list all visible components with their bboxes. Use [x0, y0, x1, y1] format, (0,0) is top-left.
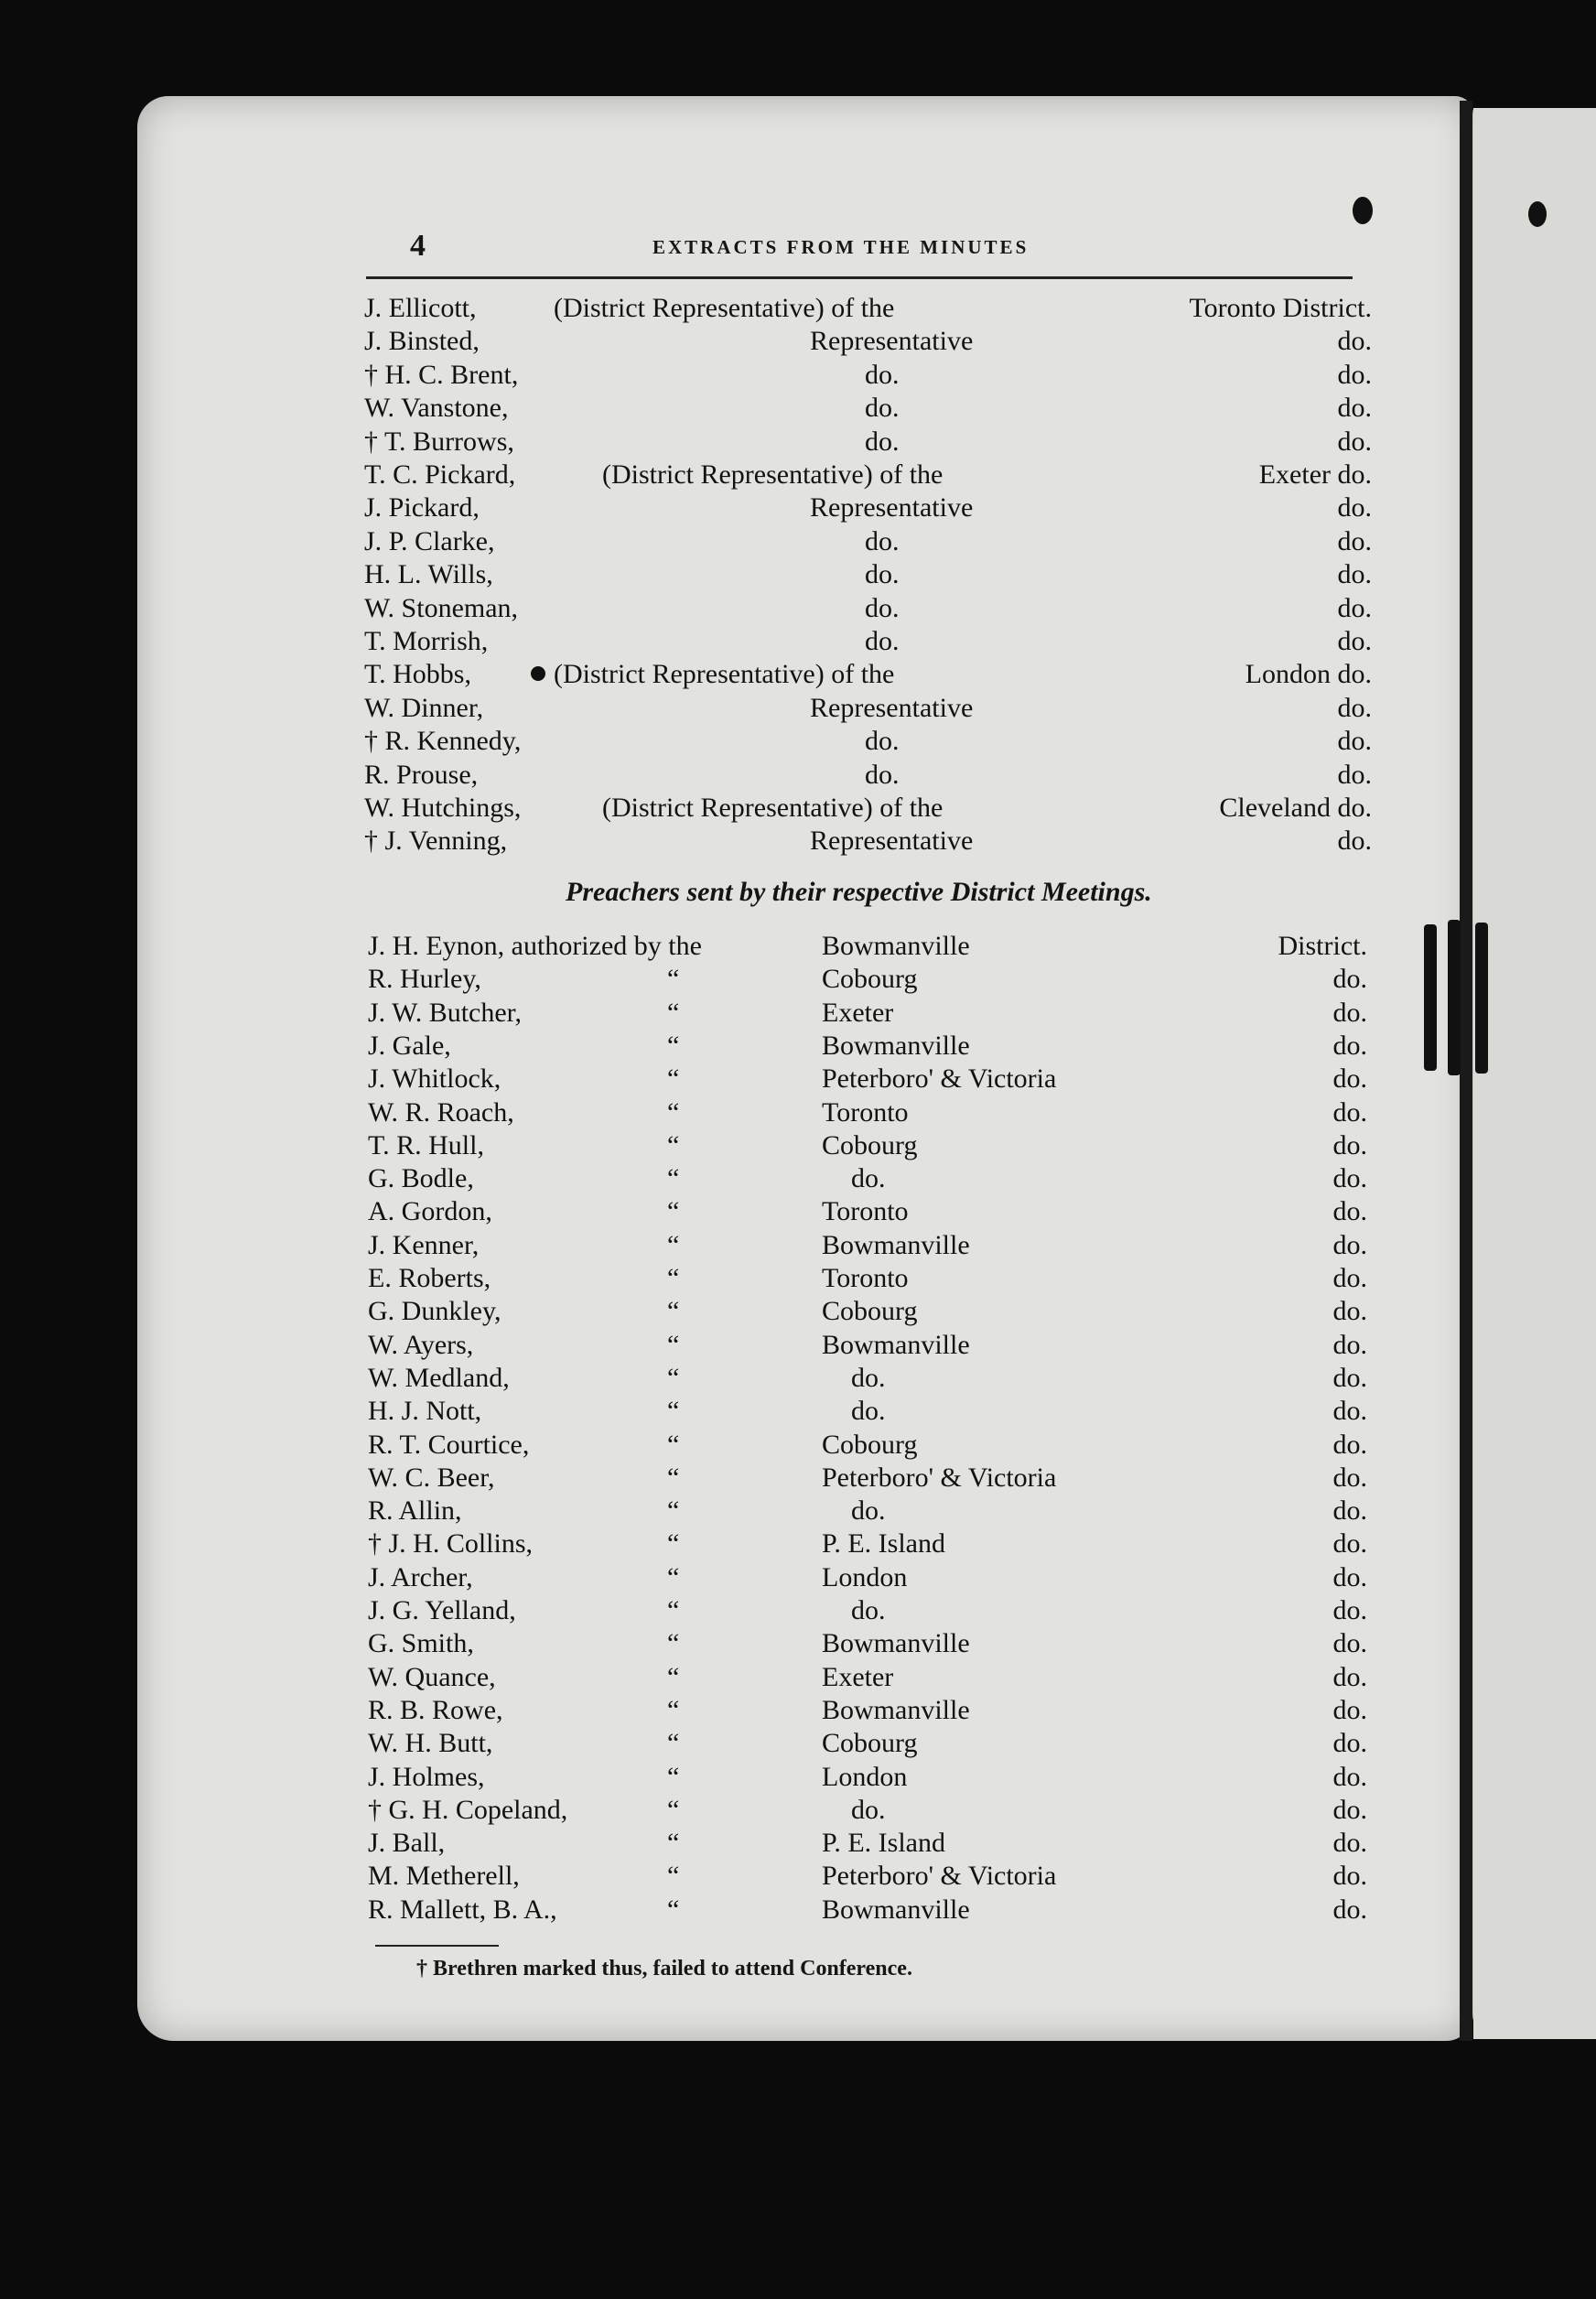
preacher-name: R. T. Courtice,	[368, 1429, 530, 1460]
representative-role: do.	[865, 525, 900, 556]
sending-district: P. E. Island	[822, 1528, 945, 1560]
sending-district: Bowmanville	[822, 1894, 970, 1925]
district-name: do.	[1337, 525, 1372, 556]
ditto-mark: “	[667, 1196, 680, 1227]
ditto-mark: “	[667, 1362, 680, 1393]
member-name: W. Stoneman,	[364, 592, 519, 623]
representative-role: (District Representative) of the	[554, 659, 895, 690]
representative-role: do.	[865, 359, 900, 390]
sending-district: Bowmanville	[822, 1628, 970, 1659]
sending-district: Cobourg	[822, 1129, 918, 1160]
representative-role: do.	[865, 592, 900, 623]
representative-role: do.	[865, 393, 900, 424]
preacher-row	[0, 929, 1596, 963]
sending-district: Exeter	[822, 1661, 894, 1692]
preacher-name: M. Metherell,	[368, 1861, 520, 1892]
preacher-name: W. Quance,	[368, 1661, 496, 1692]
member-name: T. Morrish,	[364, 626, 489, 656]
sending-district: Cobourg	[822, 1728, 918, 1759]
ditto-mark: “	[667, 1694, 680, 1725]
preacher-name: † G. H. Copeland,	[368, 1794, 568, 1825]
member-name: † T. Burrows,	[364, 426, 514, 457]
ditto-mark: “	[667, 1628, 680, 1659]
representative-role: (District Representative) of the	[554, 293, 895, 323]
district-suffix: do.	[1332, 1296, 1367, 1327]
preacher-row	[0, 1228, 1596, 1262]
preacher-name: J. Holmes,	[368, 1761, 485, 1792]
preacher-name: W. Ayers,	[368, 1329, 474, 1360]
representative-role: Representative	[810, 492, 974, 523]
district-name: do.	[1337, 626, 1372, 656]
sending-district: Bowmanville	[822, 931, 970, 961]
ditto-mark: “	[667, 1396, 680, 1427]
preacher-row	[0, 1527, 1596, 1560]
preacher-row	[0, 1859, 1596, 1893]
sending-district: do.	[851, 1595, 886, 1625]
representative-role: (District Representative) of the	[602, 459, 944, 490]
representative-role: do.	[865, 726, 900, 757]
ditto-mark: “	[667, 1761, 680, 1792]
district-name: do.	[1337, 326, 1372, 357]
ditto-mark: “	[667, 1462, 680, 1493]
district-name: do.	[1337, 692, 1372, 723]
member-name: W. Dinner,	[364, 692, 484, 723]
preacher-row	[0, 1029, 1596, 1063]
preacher-name: E. Roberts,	[368, 1263, 491, 1293]
ditto-mark: “	[667, 1096, 680, 1128]
ditto-mark: “	[667, 1894, 680, 1925]
sending-district: Cobourg	[822, 1296, 918, 1327]
ditto-mark: “	[667, 1429, 680, 1460]
district-suffix: do.	[1332, 1263, 1367, 1293]
preacher-name: W. H. Butt,	[368, 1728, 493, 1759]
representative-role: Representative	[810, 692, 974, 723]
preacher-row	[0, 1194, 1596, 1228]
ditto-mark: “	[667, 997, 680, 1028]
preacher-name: J. Whitlock,	[368, 1063, 501, 1095]
preacher-name: G. Dunkley,	[368, 1296, 501, 1327]
preacher-name: W. R. Roach,	[368, 1096, 514, 1128]
sending-district: Bowmanville	[822, 1030, 970, 1061]
district-name: London do.	[1245, 659, 1372, 690]
district-suffix: District.	[1278, 931, 1367, 961]
district-suffix: do.	[1332, 1129, 1367, 1160]
preacher-name: J. H. Eynon, authorized by the	[368, 931, 702, 961]
preacher-row	[0, 1893, 1596, 1927]
district-name: do.	[1337, 426, 1372, 457]
preacher-row	[0, 1394, 1596, 1428]
district-suffix: do.	[1332, 1528, 1367, 1560]
sending-district: London	[822, 1561, 908, 1592]
member-name: J. Binsted,	[364, 326, 480, 357]
representative-role: do.	[865, 559, 900, 590]
district-suffix: do.	[1332, 1362, 1367, 1393]
district-name: do.	[1337, 726, 1372, 757]
sending-district: do.	[851, 1794, 886, 1825]
member-name: T. Hobbs,	[364, 659, 471, 690]
representative-role: Representative	[810, 826, 974, 857]
district-suffix: do.	[1332, 1761, 1367, 1792]
ditto-mark: “	[667, 1030, 680, 1061]
member-name: H. L. Wills,	[364, 559, 493, 590]
member-name: J. Pickard,	[364, 492, 480, 523]
preacher-row	[0, 1693, 1596, 1727]
sending-district: do.	[851, 1495, 886, 1527]
preacher-name: R. Hurley,	[368, 964, 481, 995]
district-suffix: do.	[1332, 1661, 1367, 1692]
preacher-name: T. R. Hull,	[368, 1129, 484, 1160]
preacher-name: J. Gale,	[368, 1030, 451, 1061]
sending-district: P. E. Island	[822, 1828, 945, 1859]
ditto-mark: “	[667, 1495, 680, 1527]
preacher-row	[0, 1760, 1596, 1794]
preacher-row	[0, 1560, 1596, 1594]
sending-district: Peterboro' & Victoria	[822, 1063, 1057, 1095]
district-suffix: do.	[1332, 1462, 1367, 1493]
representative-role: (District Representative) of the	[602, 793, 944, 823]
ditto-mark: “	[667, 1528, 680, 1560]
preacher-name: W. Medland,	[368, 1362, 510, 1393]
district-suffix: do.	[1332, 1894, 1367, 1925]
district-suffix: do.	[1332, 1728, 1367, 1759]
preacher-row	[0, 1793, 1596, 1827]
preacher-name: J. Ball,	[368, 1828, 446, 1859]
district-name: do.	[1337, 826, 1372, 857]
sending-district: Exeter	[822, 997, 894, 1028]
preachers-section-title: Preachers sent by their respective District Meetings.	[566, 877, 1152, 907]
preacher-name: † J. H. Collins,	[368, 1528, 534, 1560]
district-name: do.	[1337, 393, 1372, 424]
footnote: † Brethren marked thus, failed to attend Conference.	[416, 1957, 912, 1981]
district-suffix: do.	[1332, 1794, 1367, 1825]
member-name: W. Hutchings,	[364, 793, 522, 823]
ditto-mark: “	[667, 1595, 680, 1625]
sending-district: Toronto	[822, 1096, 909, 1128]
ditto-mark: “	[667, 1129, 680, 1160]
ditto-mark: “	[667, 1561, 680, 1592]
preacher-name: R. Allin,	[368, 1495, 462, 1527]
ditto-mark: “	[667, 1329, 680, 1360]
preacher-name: J. G. Yelland,	[368, 1595, 516, 1625]
district-name: Exeter do.	[1258, 459, 1372, 490]
district-suffix: do.	[1332, 1561, 1367, 1592]
ditto-mark: “	[667, 1263, 680, 1293]
district-suffix: do.	[1332, 1429, 1367, 1460]
sending-district: Cobourg	[822, 1429, 918, 1460]
sending-district: do.	[851, 1396, 886, 1427]
ditto-mark: “	[667, 1828, 680, 1859]
district-suffix: do.	[1332, 1329, 1367, 1360]
member-name: J. Ellicott,	[364, 293, 477, 323]
ditto-mark: “	[667, 964, 680, 995]
preacher-name: R. Mallett, B. A.,	[368, 1894, 557, 1925]
preacher-row	[0, 1096, 1596, 1129]
district-suffix: do.	[1332, 1196, 1367, 1227]
district-suffix: do.	[1332, 1694, 1367, 1725]
representative-role: do.	[865, 426, 900, 457]
preacher-name: J. Archer,	[368, 1561, 473, 1592]
member-name: † J. Venning,	[364, 826, 508, 857]
preacher-name: R. B. Rowe,	[368, 1694, 503, 1725]
member-name: † R. Kennedy,	[364, 726, 522, 757]
district-suffix: do.	[1332, 1595, 1367, 1625]
preacher-row	[0, 1161, 1596, 1195]
preacher-name: A. Gordon,	[368, 1196, 492, 1227]
running-title: EXTRACTS FROM THE MINUTES	[652, 236, 1030, 258]
preacher-row	[0, 1328, 1596, 1362]
member-name: † H. C. Brent,	[364, 359, 519, 390]
district-suffix: do.	[1332, 1396, 1367, 1427]
ditto-mark: “	[667, 1296, 680, 1327]
district-suffix: do.	[1332, 964, 1367, 995]
sending-district: London	[822, 1761, 908, 1792]
preacher-name: W. C. Beer,	[368, 1462, 495, 1493]
page-number: 4	[410, 229, 426, 263]
ditto-mark: “	[667, 1163, 680, 1194]
preacher-row	[0, 1494, 1596, 1527]
sending-district: Bowmanville	[822, 1229, 970, 1260]
ditto-mark: “	[667, 1728, 680, 1759]
representative-role: Representative	[810, 326, 974, 357]
district-suffix: do.	[1332, 1030, 1367, 1061]
sending-district: Bowmanville	[822, 1694, 970, 1725]
district-suffix: do.	[1332, 1628, 1367, 1659]
representative-role: do.	[865, 759, 900, 790]
district-name: do.	[1337, 492, 1372, 523]
district-name: Cleveland do.	[1219, 793, 1372, 823]
preacher-row	[0, 1294, 1596, 1328]
sending-district: Toronto	[822, 1263, 909, 1293]
sending-district: Peterboro' & Victoria	[822, 1861, 1057, 1892]
preacher-row	[0, 1261, 1596, 1295]
sending-district: do.	[851, 1163, 886, 1194]
district-suffix: do.	[1332, 1495, 1367, 1527]
ditto-mark: “	[667, 1229, 680, 1260]
district-suffix: do.	[1332, 1063, 1367, 1095]
district-name: do.	[1337, 359, 1372, 390]
district-name: do.	[1337, 759, 1372, 790]
preacher-row	[0, 1726, 1596, 1760]
district-suffix: do.	[1332, 1096, 1367, 1128]
district-suffix: do.	[1332, 997, 1367, 1028]
sending-district: do.	[851, 1362, 886, 1393]
preacher-row	[0, 996, 1596, 1030]
district-suffix: do.	[1332, 1828, 1367, 1859]
preacher-name: J. W. Butcher,	[368, 997, 522, 1028]
representative-role: do.	[865, 626, 900, 656]
sending-district: Cobourg	[822, 964, 918, 995]
member-name: J. P. Clarke,	[364, 525, 495, 556]
ditto-mark: “	[667, 1661, 680, 1692]
district-suffix: do.	[1332, 1163, 1367, 1194]
district-name: do.	[1337, 592, 1372, 623]
ditto-mark: “	[667, 1063, 680, 1095]
footnote-rule	[375, 1945, 499, 1947]
preacher-row	[0, 1626, 1596, 1660]
sending-district: Bowmanville	[822, 1329, 970, 1360]
preacher-row	[0, 1128, 1596, 1162]
preacher-row	[0, 1461, 1596, 1495]
sending-district: Toronto	[822, 1196, 909, 1227]
preacher-row	[0, 1826, 1596, 1860]
preacher-row	[0, 1361, 1596, 1395]
preacher-name: G. Smith,	[368, 1628, 474, 1659]
ditto-mark: “	[667, 1794, 680, 1825]
district-suffix: do.	[1332, 1861, 1367, 1892]
preacher-row	[0, 1593, 1596, 1627]
preacher-row	[0, 962, 1596, 996]
sending-district: Peterboro' & Victoria	[822, 1462, 1057, 1493]
member-name: T. C. Pickard,	[364, 459, 516, 490]
district-suffix: do.	[1332, 1229, 1367, 1260]
district-name: do.	[1337, 559, 1372, 590]
preacher-name: H. J. Nott,	[368, 1396, 482, 1427]
preacher-name: G. Bodle,	[368, 1163, 474, 1194]
ditto-mark: “	[667, 1861, 680, 1892]
preacher-name: J. Kenner,	[368, 1229, 480, 1260]
preacher-row	[0, 1428, 1596, 1462]
district-name: Toronto District.	[1189, 293, 1372, 323]
preacher-row	[0, 1062, 1596, 1096]
member-name: W. Vanstone,	[364, 393, 509, 424]
preacher-row	[0, 1660, 1596, 1694]
member-name: R. Prouse,	[364, 759, 479, 790]
